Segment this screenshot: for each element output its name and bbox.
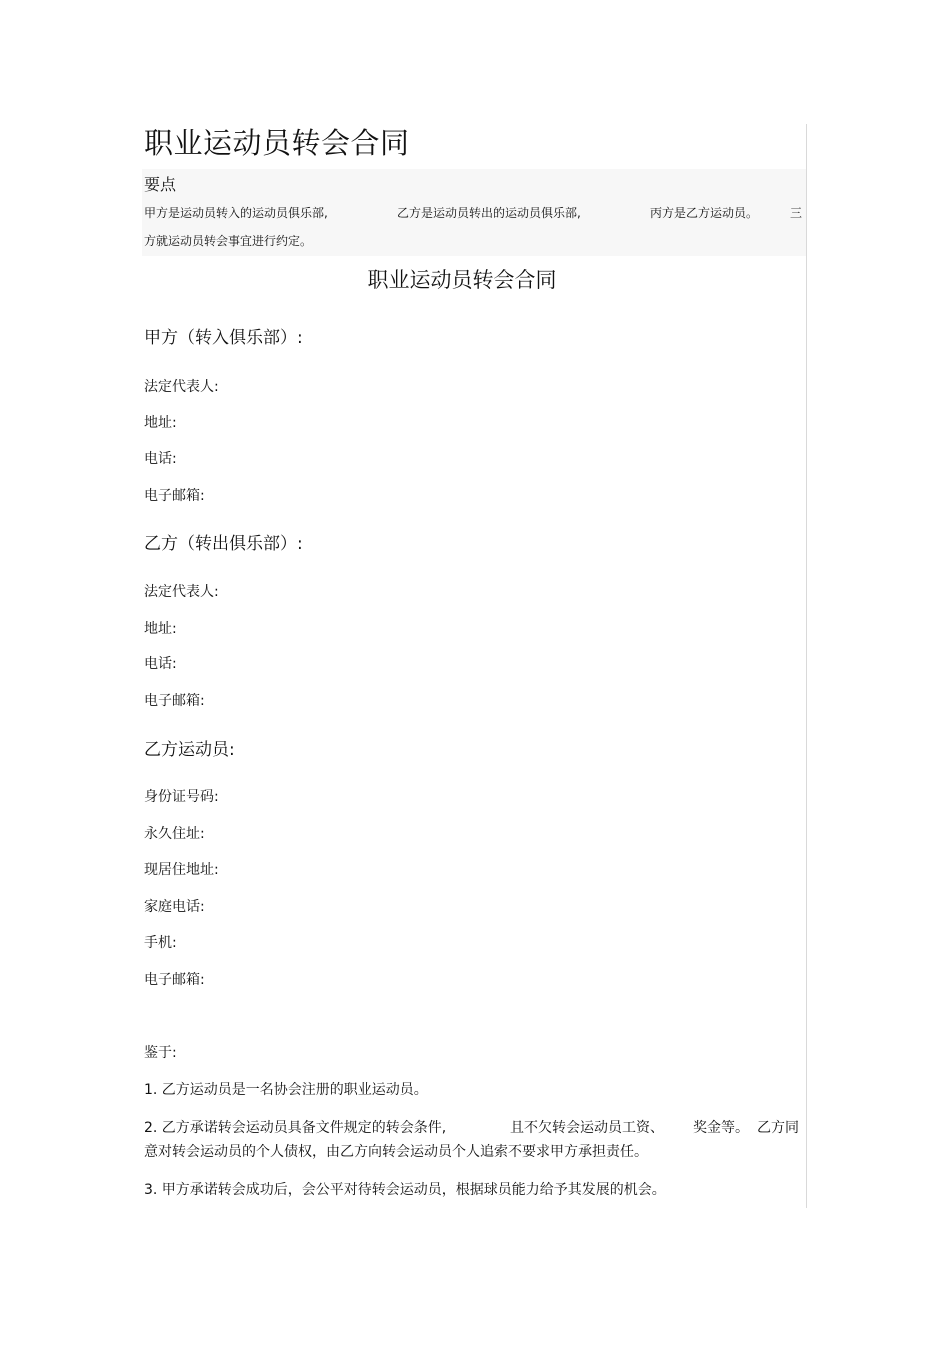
party-b-email-field: 电子邮箱:	[144, 693, 205, 709]
whereas-item-2-part1: 2. 乙方承诺转会运动员具备文件规定的转会条件,	[144, 1120, 447, 1136]
contract-title: 职业运动员转会合同	[367, 268, 557, 292]
summary-text-part4: 三	[790, 206, 803, 220]
document-content	[142, 124, 807, 1208]
athlete-email-field: 电子邮箱:	[144, 972, 205, 988]
whereas-item-1: 1. 乙方运动员是一名协会注册的职业运动员。	[144, 1082, 428, 1098]
athlete-home-phone-field: 家庭电话:	[144, 899, 205, 915]
summary-box	[142, 169, 806, 256]
party-b-legal-rep-field: 法定代表人:	[144, 584, 219, 600]
whereas-item-2-part2: 且不欠转会运动员工资、	[510, 1120, 664, 1136]
whereas-item-2-part3: 奖金等。	[693, 1120, 749, 1136]
party-b-heading: 乙方（转出俱乐部）:	[144, 534, 303, 554]
athlete-permanent-address-field: 永久住址:	[144, 826, 205, 842]
athlete-id-number-field: 身份证号码:	[144, 789, 219, 805]
party-a-email-field: 电子邮箱:	[144, 488, 205, 504]
whereas-item-2-line2: 意对转会运动员的个人债权，由乙方向转会运动员个人追索不要求甲方承担责任。	[144, 1144, 648, 1160]
party-a-address-field: 地址:	[144, 415, 177, 431]
summary-text-part2: 乙方是运动员转出的运动员俱乐部,	[397, 206, 581, 220]
summary-text-part1: 甲方是运动员转入的运动员俱乐部,	[144, 206, 328, 220]
athlete-heading: 乙方运动员:	[144, 740, 235, 760]
party-b-phone-field: 电话:	[144, 656, 177, 672]
party-a-legal-rep-field: 法定代表人:	[144, 379, 219, 395]
whereas-label: 鉴于:	[144, 1045, 177, 1061]
whereas-item-3: 3. 甲方承诺转会成功后，会公平对待转会运动员，根据球员能力给予其发展的机会。	[144, 1182, 666, 1198]
document-title: 职业运动员转会合同	[144, 126, 410, 160]
party-b-address-field: 地址:	[144, 621, 177, 637]
party-a-phone-field: 电话:	[144, 451, 177, 467]
party-a-heading: 甲方（转入俱乐部）:	[144, 328, 303, 348]
athlete-mobile-field: 手机:	[144, 935, 177, 951]
athlete-current-address-field: 现居住地址:	[144, 862, 219, 878]
summary-heading: 要点	[144, 175, 177, 194]
whereas-item-2-part4: 乙方同	[757, 1120, 799, 1136]
summary-text-part3: 丙方是乙方运动员。	[650, 206, 759, 220]
summary-text-line2: 方就运动员转会事宜进行约定。	[144, 234, 313, 248]
